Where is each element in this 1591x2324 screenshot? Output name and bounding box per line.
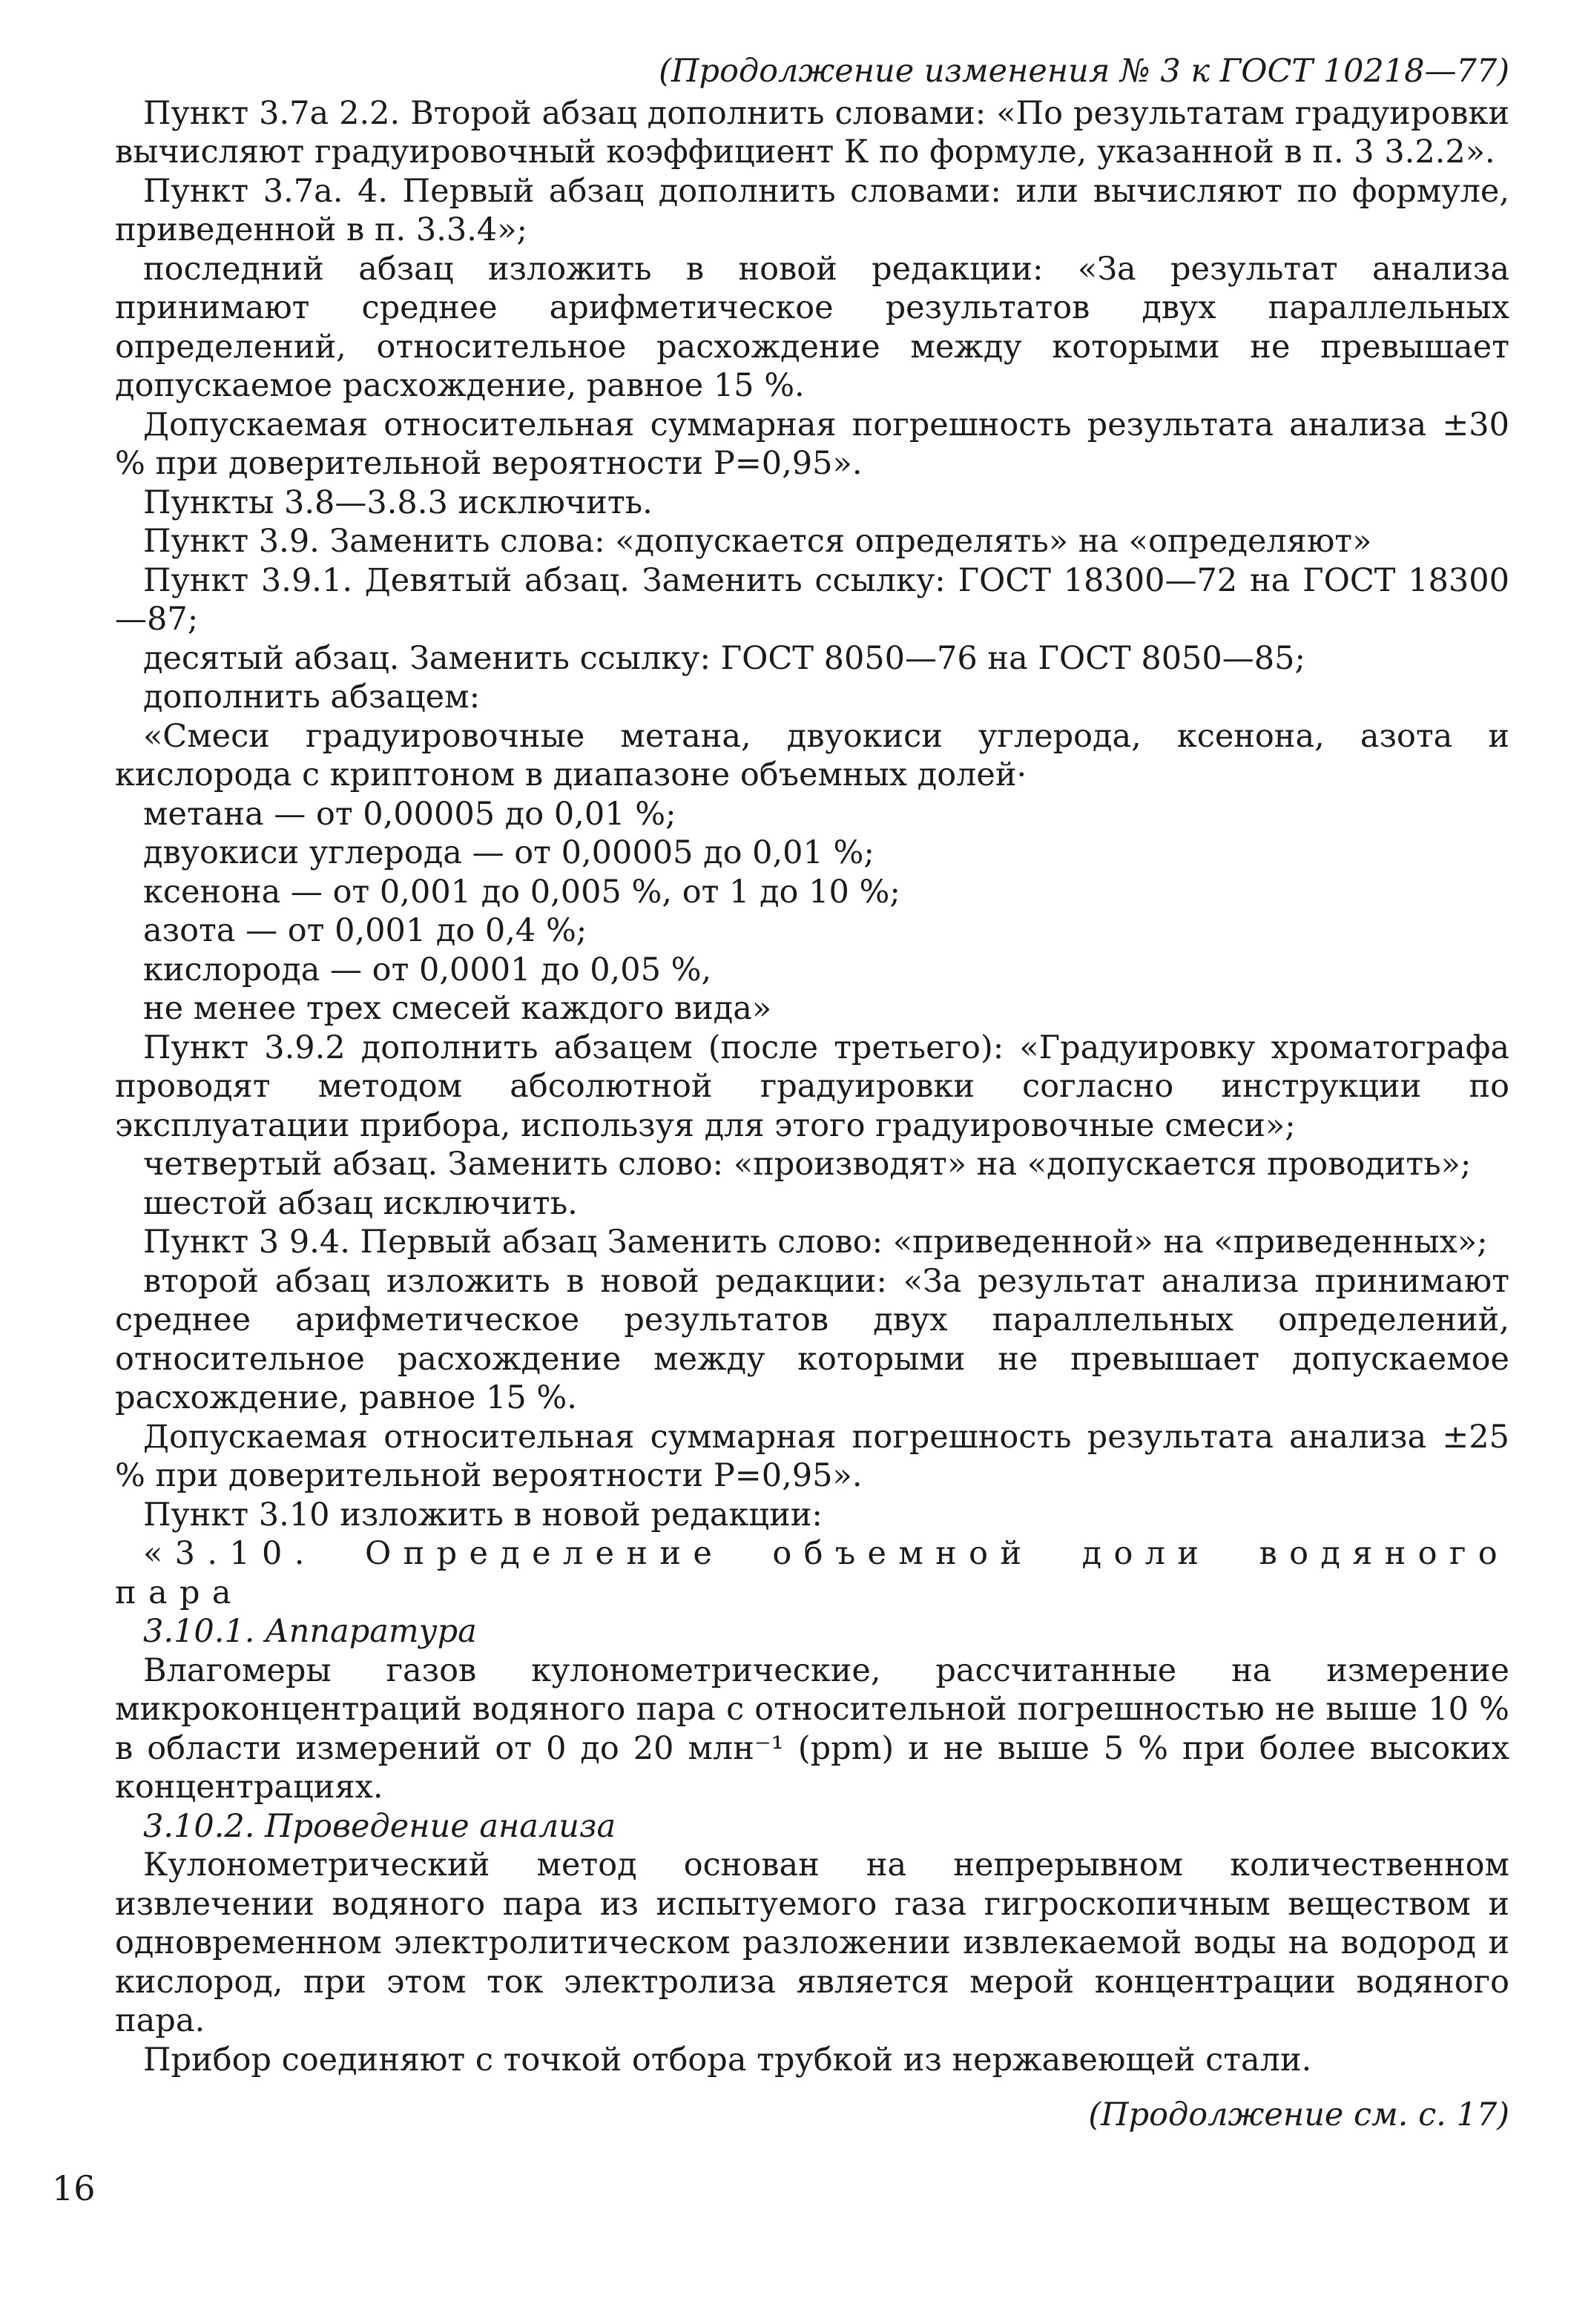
paragraph: Прибор соединяют с точкой отбора трубкой из нержавеющей стали. xyxy=(143,2041,1312,2079)
list-item: не менее трех смесей каждого вида» xyxy=(143,990,772,1027)
paragraph: дополнить абзацем: xyxy=(143,679,481,716)
list-item: метана — от 0,00005 до 0,01 %; xyxy=(143,795,676,833)
subsection-heading: 3.10.2. Проведение анализа xyxy=(143,1807,616,1845)
paragraph: Допускаемая относительная суммарная погрешность результата анализа ±25 % при доверительной вероятности Р=0,95». xyxy=(115,1418,1509,1494)
paragraph: четвертый абзац. Заменить слово: «производят» на «допускается проводить»; xyxy=(143,1146,1472,1183)
paragraph: десятый абзац. Заменить ссылку: ГОСТ 8050—76 на ГОСТ 8050—85; xyxy=(143,639,1305,677)
list-item: ксенона — от 0,001 до 0,005 %, от 1 до 10 %; xyxy=(143,873,900,911)
page-number: 16 xyxy=(52,2168,96,2208)
paragraph: шестой абзац исключить. xyxy=(143,1184,578,1222)
paragraph: Пункты 3.8—3.8.3 исключить. xyxy=(143,483,653,521)
paragraph: Пункт 3.9.2 дополнить абзацем (после третьего): «Градуировку хроматографа проводят методом абсолютной градуировки согласно инструкции по эксплуатации прибора, используя для этого градуировочные смеси»; xyxy=(115,1029,1509,1144)
page-header: (Продолжение изменения № 3 к ГОСТ 10218—77) xyxy=(659,53,1509,90)
paragraph: Влагомеры газов кулонометрические, рассчитанные на измерение микроконцентраций водяного пара с относительной погрешностью не выше 10 % в области измерений от 0 до 20 млн⁻¹ (ppm) и не выше 5 % при более высоких концентрациях. xyxy=(115,1651,1509,1806)
paragraph: «Смеси градуировочные метана, двуокиси углерода, ксенона, азота и кислорода с криптоном в диапазоне объемных долей· xyxy=(115,717,1509,793)
paragraph: Пункт 3.10 изложить в новой редакции: xyxy=(143,1496,823,1534)
paragraph: Кулонометрический метод основан на непрерывном количественном извлечении водяного пара из испытуемого газа гигроскопичным веществом и одновременном электролитическом разложении извлекаемой воды на водород и кислород, при этом ток электролиза является мерой концентрации водяного пара. xyxy=(115,1846,1509,2039)
continuation-note: (Продолжение см. с. 17) xyxy=(1088,2096,1509,2133)
paragraph: Пункт 3.7а. 4. Первый абзац дополнить словами: или вычисляют по формуле, приведенной в п. 3.3.4»; xyxy=(115,172,1509,248)
paragraph: второй абзац изложить в новой редакции: «За результат анализа принимают среднее арифметическое результатов двух параллельных определений, относительное расхождение между которыми не превышает допускаемое расхождение, равное 15 %. xyxy=(115,1262,1509,1416)
list-item: азота — от 0,001 до 0,4 %; xyxy=(143,912,587,949)
paragraph: Допускаемая относительная суммарная погрешность результата анализа ±30 % при доверительной вероятности Р=0,95». xyxy=(115,406,1509,482)
subsection-heading: 3.10.1. Аппаратура xyxy=(143,1613,477,1650)
paragraph: Пункт 3.9.1. Девятый абзац. Заменить ссылку: ГОСТ 18300—72 на ГОСТ 18300—87; xyxy=(115,561,1509,638)
list-item: двуокиси углерода — от 0,00005 до 0,01 %; xyxy=(143,834,874,871)
paragraph: Пункт 3 9.4. Первый абзац Заменить слово: «приведенной» на «приведенных»; xyxy=(143,1224,1488,1261)
list-item: кислорода — от 0,0001 до 0,05 %, xyxy=(143,951,712,988)
paragraph: Пункт 3.9. Заменить слова: «допускается определять» на «определяют» xyxy=(143,523,1372,560)
paragraph: последний абзац изложить в новой редакции: «За результат анализа принимают среднее арифметическое результатов двух параллельных определений, относительное расхождение между которыми не превышает допускаемое расхождение, равное 15 %. xyxy=(115,250,1509,404)
section-heading: «3.10. Определение объемной доли водяного пара xyxy=(115,1535,1509,1611)
paragraph: Пункт 3.7а 2.2. Второй абзац дополнить словами: «По результатам градуировки вычисляют градуировочный коэффициент К по формуле, указанной в п. 3 3.2.2». xyxy=(115,94,1509,171)
